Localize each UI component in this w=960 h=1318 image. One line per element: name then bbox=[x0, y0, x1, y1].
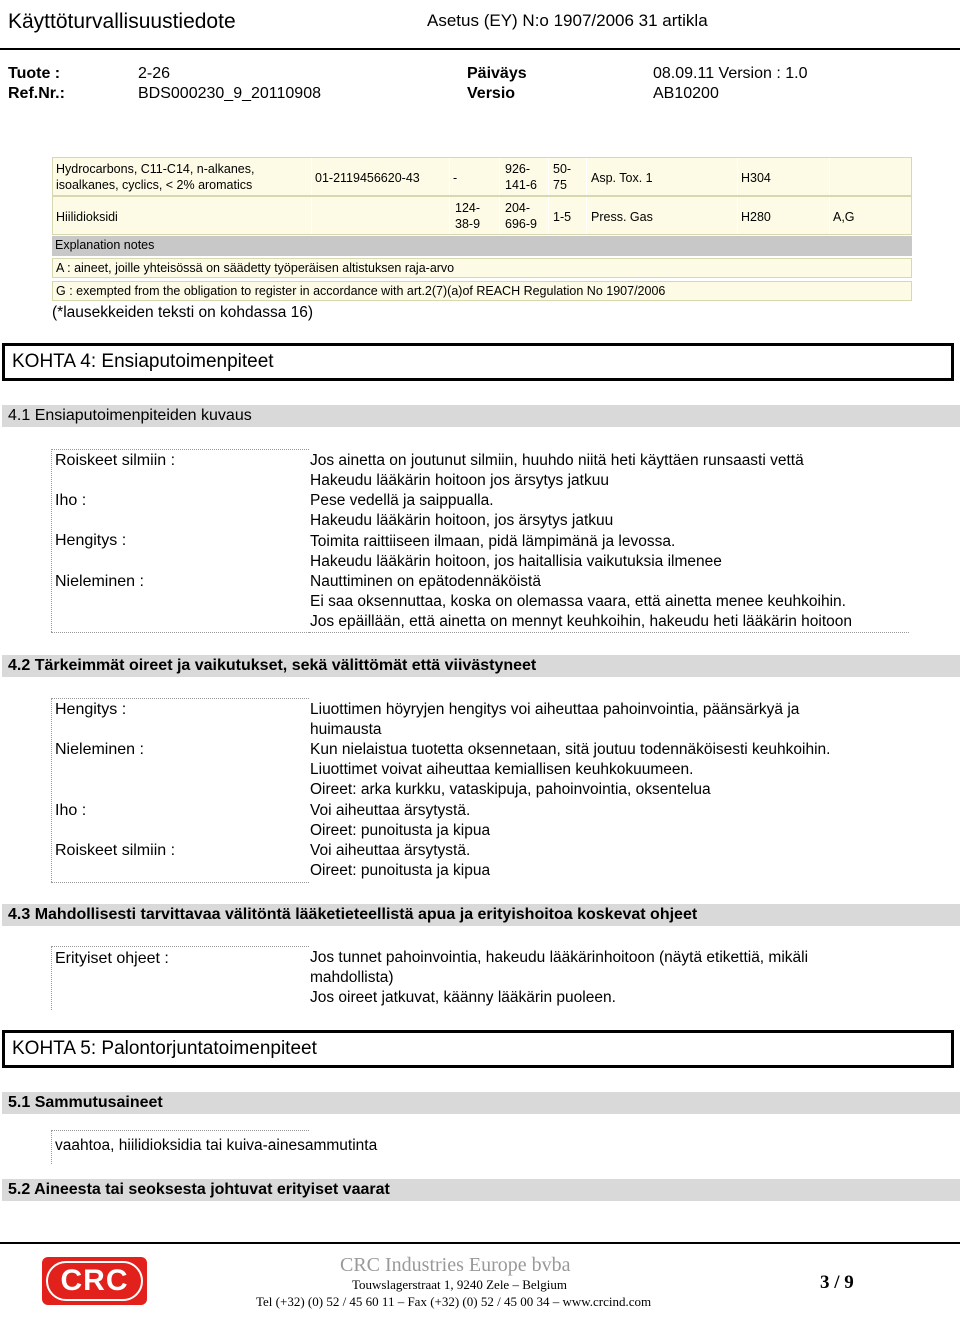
explanation-title: Explanation notes bbox=[55, 238, 155, 252]
note-code: A,G bbox=[833, 210, 855, 224]
clauses-note: (*lausekkeiden teksti on kohdassa 16) bbox=[52, 304, 314, 321]
eye-contact-label: Roiskeet silmiin : bbox=[55, 452, 176, 469]
first-aid-line: Jos ainetta on joutunut silmiin, huuhdo niitä heti käyttäen runsaasti vettä bbox=[310, 452, 804, 469]
component-name: Hydrocarbons, C11-C14, n-alkanes, isoalkanes, cyclics, < 2% aromatics bbox=[56, 162, 255, 192]
classification: Press. Gas bbox=[591, 210, 653, 224]
first-aid-line: Hakeudu lääkärin hoitoon, jos ärsytys jatkuu bbox=[310, 512, 614, 529]
ec-number: 204- 696-9 bbox=[505, 201, 537, 231]
subsection-4-3-title: 4.3 Mahdollisesti tarvittavaa välitöntä lääketieteellistä apua ja erityishoitoa koskevat ohjeet bbox=[2, 904, 960, 926]
first-aid-line: Toimita raittiiseen ilmaan, pidä lämpimänä ja levossa. bbox=[310, 533, 676, 550]
symptom-line: huimausta bbox=[310, 721, 382, 738]
company-contact: Tel (+32) (0) 52 / 45 60 11 – Fax (+32) (0) 52 / 45 00 34 – www.crcind.com bbox=[256, 1294, 652, 1309]
component-name: Hiilidioksidi bbox=[56, 210, 118, 224]
symptom-line: Oireet: arka kurkku, vataskipuja, pahoinvointia, oksentelua bbox=[310, 781, 711, 798]
ingestion-label: Nieleminen : bbox=[55, 573, 144, 590]
registration-number: 01-2119456620-43 bbox=[315, 171, 420, 185]
document-title: Käyttöturvallisuustiedote bbox=[8, 10, 236, 33]
section-5-title: KOHTA 5: Palontorjuntatoimenpiteet bbox=[2, 1030, 954, 1068]
page-number: 3 / 9 bbox=[820, 1272, 854, 1293]
subsection-5-2-title: 5.2 Aineesta tai seoksesta johtuvat erityiset vaarat bbox=[2, 1179, 960, 1201]
instruction-line: mahdollista) bbox=[310, 969, 394, 986]
table-row bbox=[52, 196, 912, 235]
product-label: Tuote : bbox=[8, 65, 61, 82]
explanation-header bbox=[52, 236, 912, 256]
footer-divider bbox=[0, 1242, 960, 1244]
cas-number: 124- 38-9 bbox=[455, 201, 481, 231]
product-value: 2-26 bbox=[138, 65, 171, 82]
section-4-title: KOHTA 4: Ensiaputoimenpiteet bbox=[2, 343, 954, 381]
first-aid-line: Nauttiminen on epätodennäköistä bbox=[310, 573, 541, 590]
hazard-statement: H304 bbox=[741, 171, 771, 185]
ec-number: 926- 141-6 bbox=[505, 162, 537, 192]
date-label: Päiväys bbox=[467, 65, 527, 82]
regulation-reference: Asetus (EY) N:o 1907/2006 31 artikla bbox=[427, 11, 708, 30]
version-label: Versio bbox=[467, 85, 516, 102]
extinguishing-media: vaahtoa, hiilidioksidia tai kuiva-ainesammutinta bbox=[55, 1137, 378, 1154]
note-a: A : aineet, joille yhteisössä on säädetty työperäisen altistuksen raja-arvo bbox=[52, 258, 912, 278]
date-value: 08.09.11 Version : 1.0 bbox=[653, 65, 808, 82]
ingestion-label: Nieleminen : bbox=[55, 741, 144, 758]
cas-number: - bbox=[453, 171, 458, 185]
symptom-line: Voi aiheuttaa ärsytystä. bbox=[310, 802, 471, 819]
inhalation-label: Hengitys : bbox=[55, 532, 127, 549]
instruction-line: Jos tunnet pahoinvointia, hakeudu lääkärinhoitoon (näytä etikettiä, mikäli bbox=[310, 949, 809, 966]
symptom-line: Liuottimet voivat aiheuttaa kemiallisen keuhkokuumeen. bbox=[310, 761, 694, 778]
inhalation-label: Hengitys : bbox=[55, 701, 127, 718]
symptom-line: Voi aiheuttaa ärsytystä. bbox=[310, 842, 471, 859]
ref-value: BDS000230_9_20110908 bbox=[138, 85, 321, 102]
symptom-line: Liuottimen höyryjen hengitys voi aiheuttaa pahoinvointia, päänsärkyä ja bbox=[310, 701, 800, 718]
skin-contact-label: Iho : bbox=[55, 802, 87, 819]
crc-logo: CRC bbox=[42, 1257, 147, 1305]
eye-contact-label: Roiskeet silmiin : bbox=[55, 842, 176, 859]
header-divider bbox=[0, 48, 960, 50]
note-g: G : exempted from the obligation to register in accordance with art.2(7)(a)of REACH Regulation No 1907/2006 bbox=[52, 281, 912, 301]
ref-label: Ref.Nr.: bbox=[8, 85, 65, 102]
version-value: AB10200 bbox=[653, 85, 719, 102]
subsection-4-1-title: 4.1 Ensiaputoimenpiteiden kuvaus bbox=[2, 405, 960, 427]
instruction-line: Jos oireet jatkuvat, käänny lääkärin puoleen. bbox=[310, 989, 616, 1006]
first-aid-line: Hakeudu lääkärin hoitoon jos ärsytys jatkuu bbox=[310, 472, 609, 489]
percentage: 50- 75 bbox=[553, 162, 572, 192]
table-row bbox=[52, 157, 912, 196]
classification: Asp. Tox. 1 bbox=[591, 171, 653, 185]
subsection-4-2-title: 4.2 Tärkeimmät oireet ja vaikutukset, sekä välittömät että viivästyneet bbox=[2, 655, 960, 677]
symptom-line: Oireet: punoitusta ja kipua bbox=[310, 822, 491, 839]
percentage: 1-5 bbox=[553, 210, 572, 224]
first-aid-line: Ei saa oksennuttaa, koska on olemassa vaara, että ainetta menee keuhkoihin. bbox=[310, 593, 846, 610]
skin-contact-label: Iho : bbox=[55, 492, 87, 509]
company-name: CRC Industries Europe bvba bbox=[340, 1254, 571, 1276]
symptom-line: Oireet: punoitusta ja kipua bbox=[310, 862, 491, 879]
hazard-statement: H280 bbox=[741, 210, 771, 224]
company-address: Touwslagerstraat 1, 9240 Zele – Belgium bbox=[352, 1277, 567, 1292]
first-aid-line: Pese vedellä ja saippualla. bbox=[310, 492, 494, 509]
first-aid-line: Hakeudu lääkärin hoitoon, jos haitallisia vaikutuksia ilmenee bbox=[310, 553, 722, 570]
symptom-line: Kun nielaistua tuotetta oksennetaan, sitä joutuu todennäköisesti keuhkoihin. bbox=[310, 741, 831, 758]
subsection-5-1-title: 5.1 Sammutusaineet bbox=[2, 1092, 960, 1114]
special-instructions-label: Erityiset ohjeet : bbox=[55, 950, 169, 967]
first-aid-line: Jos epäillään, että ainetta on mennyt keuhkoihin, hakeudu heti lääkärin hoitoon bbox=[310, 613, 853, 630]
